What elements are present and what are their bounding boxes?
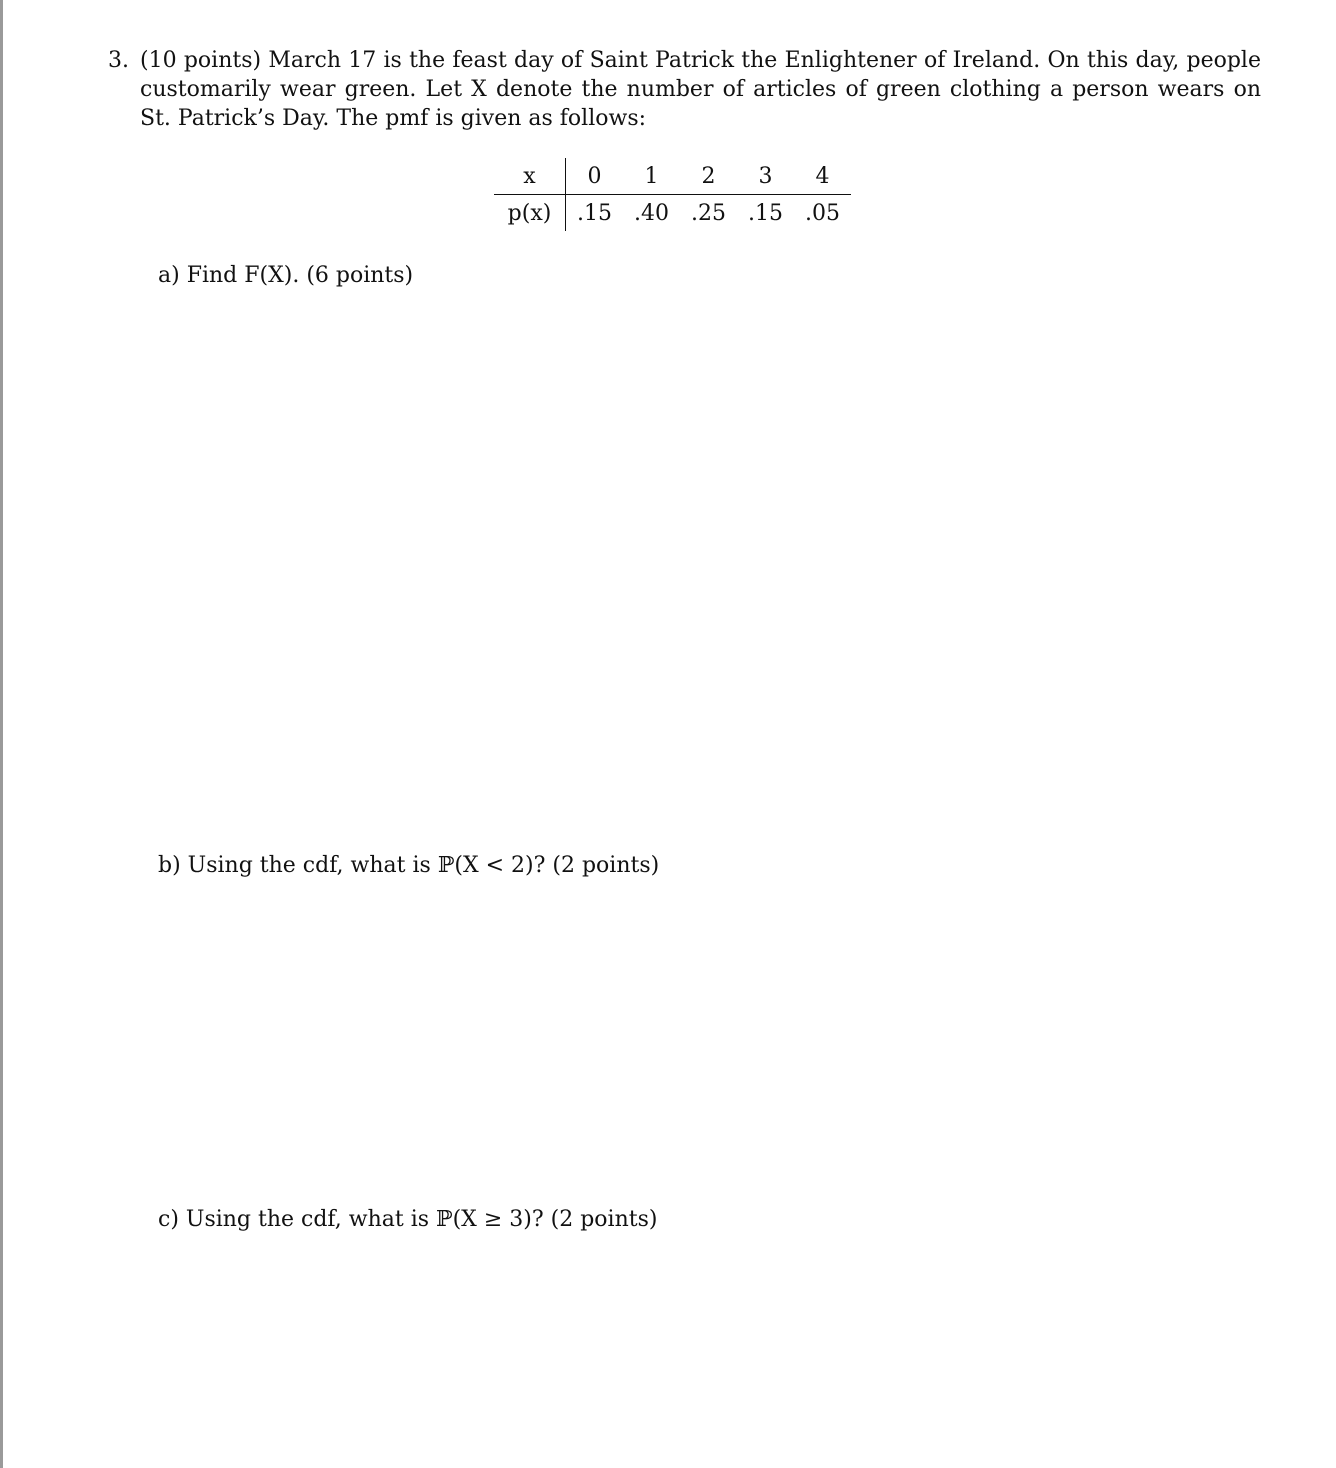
pmf-table (494, 158, 851, 231)
pmf-p-value: .05 (805, 200, 840, 226)
pmf-p-value: .15 (748, 200, 783, 226)
part-c-question: c) Using the cdf, what is ℙ(X ≥ 3)? (2 points) (158, 1207, 658, 1232)
part-b-question: b) Using the cdf, what is ℙ(X < 2)? (2 points) (158, 853, 660, 878)
problem-text: (10 points) March 17 is the feast day of Saint Patrick the Enlightener of Ireland. On this day, people customarily wear green. Let X denote the number of articles of green clothing a person wears on St. Patrick’s Day. The pmf is given as follows: (140, 48, 1261, 131)
pmf-x-label: x (494, 158, 566, 195)
pmf-x-value: 4 (794, 158, 851, 195)
pmf-p-label: p(x) (494, 195, 566, 232)
pmf-p-value: .15 (577, 200, 612, 226)
part-a-question: a) Find F(X). (6 points) (158, 263, 414, 288)
pmf-p-value: .40 (634, 200, 669, 226)
problem-number: 3. (108, 48, 129, 73)
pmf-x-value: 1 (623, 158, 680, 195)
pmf-x-value: 0 (566, 158, 624, 195)
page-left-border (0, 0, 3, 1468)
pmf-x-value: 2 (680, 158, 737, 195)
pmf-p-row (494, 195, 851, 232)
pmf-p-value: .25 (691, 200, 726, 226)
pmf-x-value: 3 (737, 158, 794, 195)
pmf-x-row (494, 158, 851, 195)
problem-statement (108, 46, 1261, 133)
